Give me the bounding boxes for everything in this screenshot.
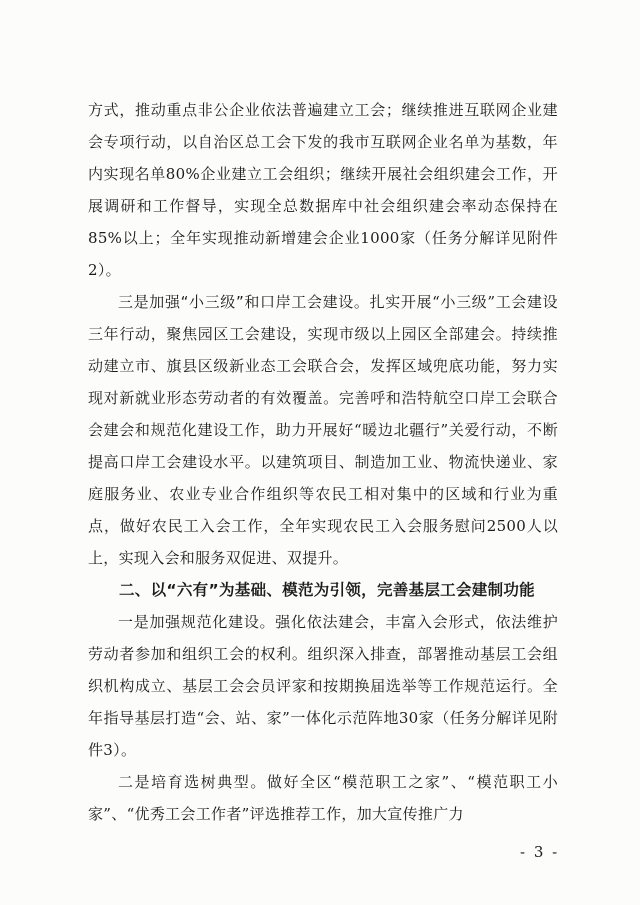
paragraph-3-text: 强化依法建会，丰富入会形式，依法维护劳动者参加和组织工会的权利。组织深入排查，部署推动基层工会组织机构成立、基层工会会员评家和按期换届选举等工作规范运行。全年指导基层打造“会、站、家”一体化示范阵地30家（任务分解详见附件3）。 [88,613,558,759]
paragraph-3 [88,606,558,766]
document-body [88,94,558,830]
paragraph-2-text: 扎实开展“小三级”工会建设三年行动，聚焦园区工会建设，实现市级以上园区全部建会。持续推动建立市、旗县区级新业态工会联合会，发挥区域兜底功能，努力实现对新就业形态劳动者的有效覆盖。完善呼和浩特航空口岸工会联合会建会和规范化建设工作，助力开展好“暖边北疆行”关爱行动，不断提高口岸工会建设水平。以建筑项目、制造加工业、物流快递业、家庭服务业、农业专业合作组织等农民工相对集中的区域和行业为重点，做好农民工入会工作，全年实现农民工入会服务慰问2500人以上，实现入会和服务双促进、双提升。 [88,293,558,567]
paragraph-4-lead: 二是培育选树典型。 [118,773,267,791]
paragraph-3-lead: 一是加强规范化建设。 [118,613,276,631]
paragraph-2-lead: 三是加强“小三级”和口岸工会建设。 [118,293,370,311]
paragraph-4 [88,766,558,830]
paragraph-1 [88,94,558,286]
page-number: - 3 - [520,843,560,861]
paragraph-1-text: 方式，推动重点非公企业依法普遍建立工会；继续推进互联网企业建会专项行动，以自治区总工会下发的我市互联网企业名单为基数，年内实现名单80%企业建立工会组织；继续开展社会组织建会工作，开展调研和工作督导，实现全总数据库中社会组织建会率动态保持在85%以上；全年实现推动新增建会企业1000家（任务分解详见附件2）。 [88,101,558,279]
paragraph-2 [88,286,558,574]
section-heading: 二、以“六有”为基础、模范为引领，完善基层工会建制功能 [119,581,535,599]
paragraph-4-text: 做好全区“模范职工之家”、“模范职工小家”、“优秀工会工作者”评选推荐工作，加大宣传推广力 [88,773,558,823]
